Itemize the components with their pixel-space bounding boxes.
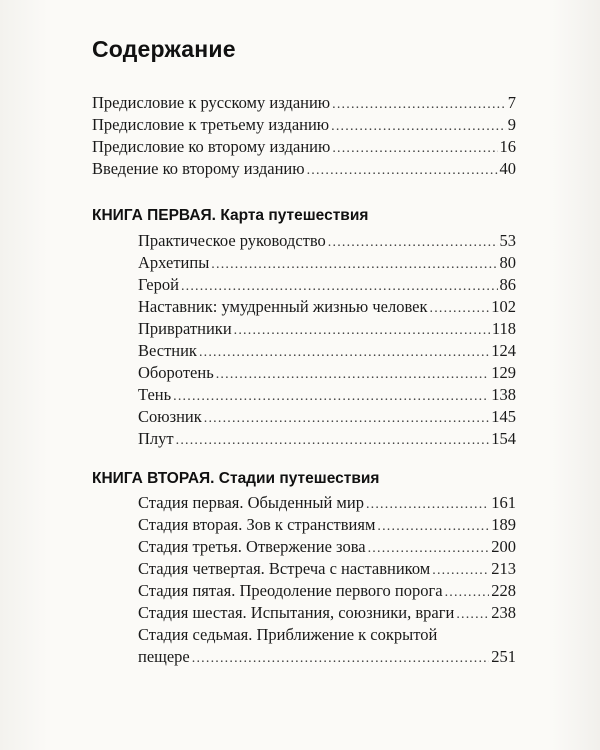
toc-entry-label: Стадия шестая. Испытания, союзники, враги [138,603,455,622]
toc-entry-label: Вестник [138,341,197,360]
toc-entry-label: пещере [138,647,190,666]
toc-entry [138,384,516,406]
book-one-heading [92,207,368,225]
dot-leader [430,298,490,320]
toc-entry-page: 7 [507,93,516,112]
dot-leader [192,648,489,670]
toc-entry-page: 40 [499,159,516,178]
toc-entry [92,114,516,136]
book-one-heading-title: Карта путешествия [220,207,369,224]
toc-entry-page: 228 [491,581,516,600]
book-one-heading-label: КНИГА ПЕРВАЯ. [92,207,216,224]
toc-entry-label: Оборотень [138,363,214,382]
toc-entry [138,274,516,296]
dot-leader [368,538,490,560]
dot-leader [332,138,497,160]
toc-entry-page: 145 [491,407,516,426]
toc-entry-page: 102 [491,297,516,316]
toc-entry-label: Предисловие к третьему изданию [92,115,330,134]
dot-leader [328,232,498,254]
toc-entry-label: Наставник: умудренный жизнью человек [138,297,428,316]
toc-entry-page: 161 [491,493,516,512]
toc-entry-page: 53 [499,231,516,250]
toc-entry-page: 129 [491,363,516,382]
toc-entry-label: Союзник [138,407,202,426]
toc-entry-page: 9 [507,115,516,134]
toc-entry-label: Стадия пятая. Преодоление первого порога [138,581,443,600]
book-two-heading-label: КНИГА ВТОРАЯ. [92,470,215,487]
toc-entry-label: Стадия первая. Обыденный мир [138,493,364,512]
dot-leader [199,342,489,364]
toc-entry [138,296,516,318]
toc-entry [138,492,516,514]
dot-leader [204,408,489,430]
toc-entry-page: 213 [491,559,516,578]
book-two-list [138,492,516,668]
toc-entry [138,624,516,646]
dot-leader [234,320,490,342]
dot-leader [366,494,489,516]
front-matter-list [92,92,516,180]
toc-entry [138,428,516,450]
dot-leader [377,516,489,538]
toc-entry [138,580,516,602]
dot-leader [432,560,489,582]
dot-leader [445,582,490,604]
toc-entry-label: Герой [138,275,179,294]
toc-entry-page: 118 [491,319,516,338]
toc-entry [92,136,516,158]
toc-entry [138,514,516,536]
toc-entry [138,602,516,624]
toc-entry-label: Стадия седьмая. Приближение к сокрытой [138,625,438,644]
toc-entry [138,406,516,428]
toc-entry-label: Архетипы [138,253,210,272]
toc-entry-label: Практическое руководство [138,231,326,250]
toc-entry-page: 86 [499,275,516,294]
toc-entry-page: 154 [491,429,516,448]
toc-entry [138,230,516,252]
toc-entry-label: Привратники [138,319,232,338]
toc-entry [138,340,516,362]
toc-entry-label: Стадия третья. Отвержение зова [138,537,366,556]
toc-entry [138,252,516,274]
dot-leader [176,430,490,452]
book-one-list [138,230,516,450]
book-two-heading [92,470,379,488]
toc-entry-page: 251 [491,647,516,666]
toc-entry-label: Предисловие ко второму изданию [92,137,331,156]
toc-entry-page: 189 [491,515,516,534]
dot-leader [331,116,506,138]
book-two-heading-title: Стадии путешествия [218,470,380,487]
toc-entry-label: Стадия вторая. Зов к странствиям [138,515,376,534]
toc-entry [138,362,516,384]
dot-leader [181,276,498,298]
dot-leader [332,94,506,116]
dot-leader [173,386,489,408]
toc-entry [138,318,516,340]
toc-entry-page: 80 [499,253,516,272]
dot-leader [456,604,489,626]
dot-leader [211,254,497,276]
toc-entry-label: Предисловие к русскому изданию [92,93,331,112]
toc-entry-label: Стадия четвертая. Встреча с наставником [138,559,431,578]
toc-entry-page: 16 [499,137,516,156]
toc-entry [138,646,516,668]
dot-leader [216,364,490,386]
toc-entry-page: 138 [491,385,516,404]
toc-entry-page: 238 [491,603,516,622]
page-title: Содержание [92,36,236,62]
toc-entry-label: Плут [138,429,174,448]
dot-leader [307,160,498,182]
toc-entry-label: Введение ко второму изданию [92,159,305,178]
toc-entry [138,536,516,558]
toc-entry-label: Тень [138,385,172,404]
toc-entry-page: 124 [491,341,516,360]
toc-entry-page: 200 [491,537,516,556]
toc-entry [92,92,516,114]
toc-entry [138,558,516,580]
toc-entry [92,158,516,180]
